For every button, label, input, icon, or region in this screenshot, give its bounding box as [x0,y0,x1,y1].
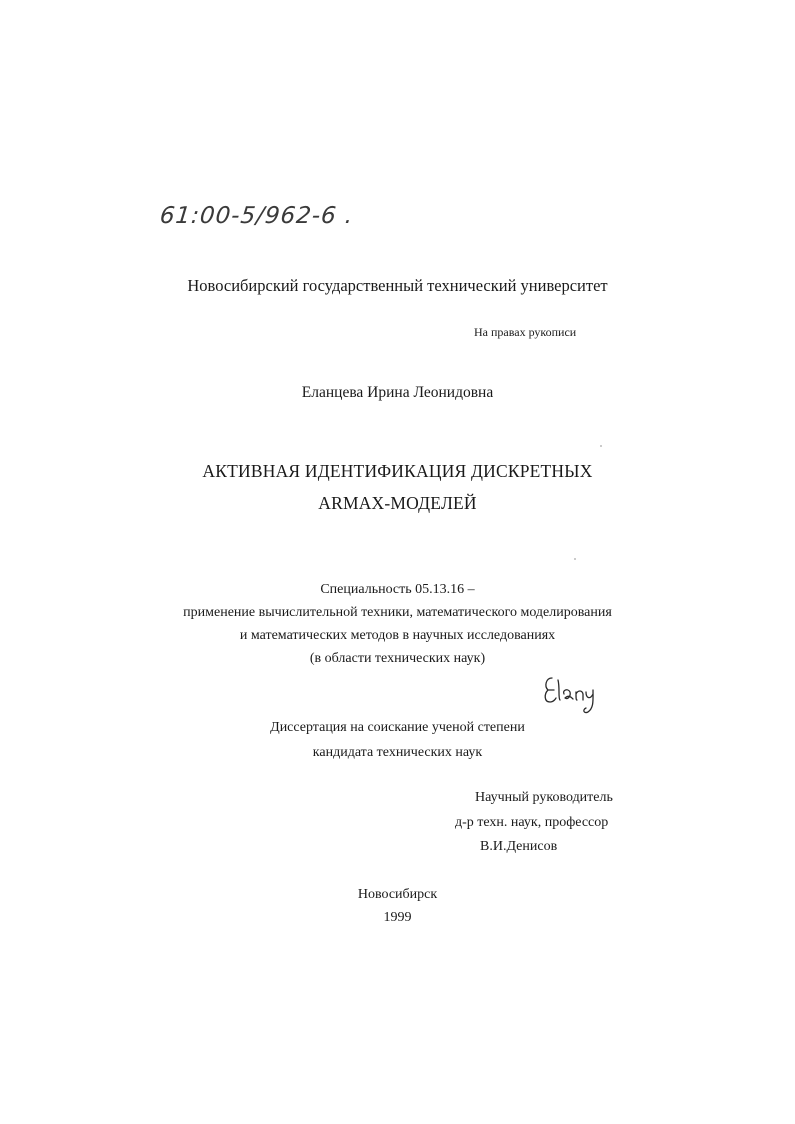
supervisor-title: д-р техн. наук, профессор [455,815,609,830]
university-name: Новосибирский государственный технический университет [187,276,608,295]
scan-speck [574,558,576,560]
city: Новосибирск [357,887,438,902]
dissertation-title-line-2: ARMAX-МОДЕЛЕЙ [318,493,477,513]
archive-number: 61:00-5/962-6 . [158,203,355,229]
author-name: Еланцева Ирина Леонидовна [301,384,494,401]
specialty-line-3: и математических методов в научных исследованиях [239,628,556,643]
year: 1999 [383,910,412,925]
supervisor-name: В.И.Денисов [480,839,558,854]
handwritten-signature [538,668,608,716]
specialty-line-4: (в области технических наук) [309,651,486,666]
degree-line-1: Диссертация на соискание ученой степени [270,720,525,735]
specialty-line-1: Специальность 05.13.16 – [320,582,475,597]
supervisor-role: Научный руководитель [475,790,613,805]
degree-line-2: кандидата технических наук [312,745,483,760]
rights-note: На правах рукописи [474,325,577,339]
dissertation-title-line-1: АКТИВНАЯ ИДЕНТИФИКАЦИЯ ДИСКРЕТНЫХ [202,461,593,481]
scan-speck [600,445,602,447]
specialty-line-2: применение вычислительной техники, математического моделирования [183,605,612,620]
